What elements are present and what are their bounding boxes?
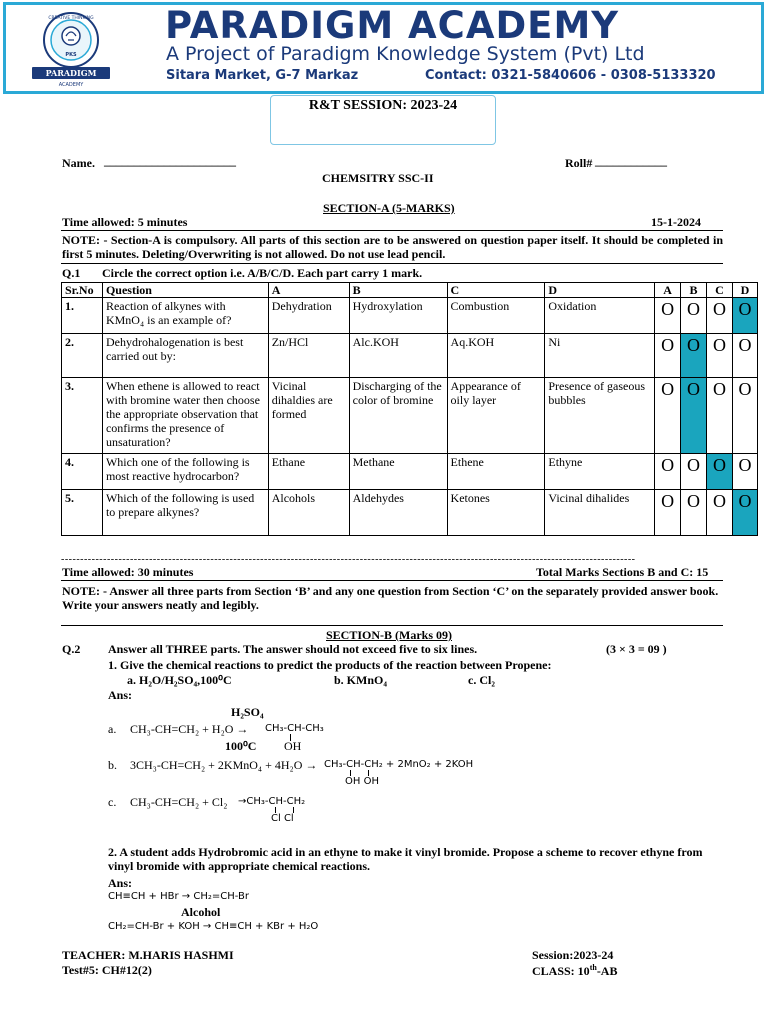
logo-pks-text: PKS [65, 52, 77, 58]
q1-number: Q.1 [62, 266, 81, 280]
row-question: When ethene is allowed to react with bromine water then choose the appropriate observation that confirms the presence of unsaturation? [102, 378, 268, 454]
table-row [62, 334, 758, 378]
bubble-a[interactable]: O [655, 490, 681, 536]
bubble-d[interactable]: O [732, 378, 757, 454]
table-row [62, 378, 758, 454]
row-sr: 3. [62, 378, 103, 454]
row-option-b: Alc.KOH [349, 334, 447, 378]
footer-test: Test#5: CH#12(2) [62, 963, 152, 977]
header-d: D [545, 283, 655, 298]
bubble-b-selected[interactable]: O [681, 334, 707, 378]
footer-class-suffix: -AB [596, 964, 618, 978]
bubble-d-selected[interactable]: O [732, 298, 757, 334]
section-a-title: SECTION-A (5-MARKS) [323, 201, 455, 215]
bubble-b-selected[interactable]: O [681, 378, 707, 454]
bubble-d-selected[interactable]: O [732, 490, 757, 536]
table-row [62, 490, 758, 536]
header-a: A [268, 283, 349, 298]
row-sr: 2. [62, 334, 103, 378]
academy-address: Sitara Market, G-7 Markaz [166, 68, 359, 83]
part-2-answer-label: Ans: [108, 876, 133, 890]
divider-line [61, 263, 723, 264]
answer-label: Ans: [108, 688, 133, 702]
roll-blank[interactable]: ____________ [595, 154, 667, 168]
row-option-a: Zn/HCl [268, 334, 349, 378]
academy-subtitle: A Project of Paradigm Knowledge System (Pvt) Ltd [166, 43, 645, 65]
row-question: Which one of the following is most reactive hydrocarbon? [102, 454, 268, 490]
reaction-a-reactants: CH₃-CH=CH₂ + H₂O → [130, 722, 249, 736]
divider-line [61, 230, 723, 231]
row-option-a: Alcohols [268, 490, 349, 536]
header-bubble-b: B [681, 283, 707, 298]
row-option-c: Aq.KOH [447, 334, 545, 378]
table-row [62, 454, 758, 490]
bubble-a[interactable]: O [655, 334, 681, 378]
header-bubble-d: D [732, 283, 757, 298]
table-header-row [62, 283, 758, 298]
name-blank[interactable]: ______________________ [104, 154, 236, 168]
bubble-c[interactable]: O [707, 490, 733, 536]
footer-teacher: TEACHER: M.HARIS HASHMI [62, 948, 234, 962]
bubble-d[interactable]: O [732, 454, 757, 490]
reaction-c-cl: Cl Cl [271, 813, 294, 824]
part-1-b: b. KMnO₄ [334, 673, 387, 687]
sections-bc-time: Time allowed: 30 minutes [62, 565, 194, 579]
name-label: Name. [62, 156, 95, 170]
subject-title: CHEMSITRY SSC-II [322, 171, 434, 185]
reaction-c-label: c. [108, 795, 117, 809]
bubble-a[interactable]: O [655, 298, 681, 334]
cut-line: ------------------------------------------------------------------------------------------------------------------------------------------------------ [61, 554, 636, 565]
reaction-c-product: →CH₃-CH-CH₂ [238, 796, 306, 807]
reaction-a-product: CH₃-CH-CH₃ [265, 723, 324, 734]
section-b-title: SECTION-B (Marks 09) [326, 628, 453, 642]
row-option-b: Hydroxylation [349, 298, 447, 334]
row-option-a: Vicinal dihaldies are formed [268, 378, 349, 454]
row-question: Reaction of alkynes with KMnO₄ is an example of? [102, 298, 268, 334]
header-bubble-c: C [707, 283, 733, 298]
session-title: R&T SESSION: 2023-24 [308, 98, 458, 113]
row-question: Which of the following is used to prepare alkynes? [102, 490, 268, 536]
q2-instruction: Answer all THREE parts. The answer should not exceed five to six lines. [108, 642, 478, 656]
header-b: B [349, 283, 447, 298]
section-a-time: Time allowed: 5 minutes [62, 215, 188, 229]
row-option-d: Vicinal dihalides [545, 490, 655, 536]
part-1-c: c. Cl₂ [468, 673, 495, 687]
reaction-a-oh: OH [284, 739, 302, 753]
divider-line [61, 625, 723, 626]
row-sr: 5. [62, 490, 103, 536]
reaction-a-temperature: 100⁰C [225, 739, 257, 753]
reaction-b-oh: OH OH [345, 776, 379, 787]
header-c: C [447, 283, 545, 298]
reaction-b-products: CH₃-CH-CH₂ + 2MnO₂ + 2KOH [324, 759, 474, 770]
q1-instruction: Circle the correct option i.e. A/B/C/D. Each part carry 1 mark. [102, 266, 423, 280]
row-option-b: Methane [349, 454, 447, 490]
academy-contact: Contact: 0321-5840606 - 0308-5133320 [425, 68, 716, 83]
bubble-c-selected[interactable]: O [707, 454, 733, 490]
bubble-d[interactable]: O [732, 334, 757, 378]
part-1-a: a. H₂O/H₂SO₄,100⁰C [127, 673, 232, 687]
part-2-reaction-2: CH₂=CH-Br + KOH → CH≡CH + KBr + H₂O [108, 921, 319, 932]
bubble-b[interactable]: O [681, 298, 707, 334]
roll-label: Roll# [565, 156, 593, 170]
section-a-date: 15-1-2024 [651, 215, 701, 229]
row-option-b: Discharging of the color of bromine [349, 378, 447, 454]
part-2-reaction-1: CH≡CH + HBr → CH₂=CH-Br [108, 891, 249, 902]
sections-bc-total: Total Marks Sections B and C: 15 [536, 565, 709, 579]
mcq-table [61, 282, 758, 536]
row-option-c: Appearance of oily layer [447, 378, 545, 454]
row-option-c: Ethene [447, 454, 545, 490]
bubble-c[interactable]: O [707, 298, 733, 334]
row-option-a: Dehydration [268, 298, 349, 334]
logo-ring-text: CREATIVE THINKING [48, 16, 94, 21]
sections-bc-note: NOTE: - Answer all three parts from Section ‘B’ and any one question from Section ‘C’ on the separately provided answer book. Write your answers neatly and legibly. [62, 584, 719, 612]
footer-session: Session:2023-24 [532, 948, 614, 962]
table-row [62, 298, 758, 334]
catalyst-label: H₂SO₄ [231, 705, 264, 719]
bubble-a[interactable]: O [655, 378, 681, 454]
row-option-a: Ethane [268, 454, 349, 490]
bubble-b[interactable]: O [681, 454, 707, 490]
bubble-a[interactable]: O [655, 454, 681, 490]
bubble-c[interactable]: O [707, 334, 733, 378]
logo-name-text: PARADIGM [45, 68, 97, 78]
part-2-alcohol: Alcohol [181, 905, 221, 919]
row-question: Dehydrohalogenation is best carried out by: [102, 334, 268, 378]
header-srno: Sr.No [62, 283, 103, 298]
footer-class-sup: th [589, 963, 597, 972]
row-option-d: Ni [545, 334, 655, 378]
academy-logo [22, 10, 120, 88]
bubble-c[interactable]: O [707, 378, 733, 454]
header-question: Question [102, 283, 268, 298]
academy-title: PARADIGM ACADEMY [165, 4, 620, 47]
reaction-b-reactants: 3CH₃-CH=CH₂ + 2KMnO₄ + 4H₂O → [130, 758, 318, 772]
row-option-c: Combustion [447, 298, 545, 334]
q2-marks: (3 × 3 = 09 ) [606, 642, 667, 656]
bubble-b[interactable]: O [681, 490, 707, 536]
row-option-b: Aldehydes [349, 490, 447, 536]
row-option-d: Presence of gaseous bubbles [545, 378, 655, 454]
row-option-d: Oxidation [545, 298, 655, 334]
part-2-question: 2. A student adds Hydrobromic acid in an ethyne to make it vinyl bromide. Propose a scheme to recover ethyne from vinyl bromide with appropriate chemical reactions. [108, 845, 703, 873]
divider-line [61, 580, 723, 581]
reaction-c-reactants: CH₃-CH=CH₂ + Cl₂ [130, 795, 228, 809]
q2-number: Q.2 [62, 642, 81, 656]
logo-academy-text: ACADEMY [58, 82, 84, 88]
part-1-question: 1. Give the chemical reactions to predict the products of the reaction between Propene: [108, 658, 552, 672]
row-sr: 4. [62, 454, 103, 490]
reaction-b-label: b. [108, 758, 117, 772]
section-a-note: NOTE: - Section-A is compulsory. All parts of this section are to be answered on question paper itself. It should be completed in first 5 minutes. Deleting/Overwriting is not allowed. Do not use lead pencil. [62, 233, 723, 261]
footer-class [532, 963, 617, 979]
header-bubble-a: A [655, 283, 681, 298]
footer-class-prefix: CLASS: 10 [532, 964, 590, 978]
row-option-d: Ethyne [545, 454, 655, 490]
row-option-c: Ketones [447, 490, 545, 536]
row-sr: 1. [62, 298, 103, 334]
reaction-a-label: a. [108, 722, 117, 736]
